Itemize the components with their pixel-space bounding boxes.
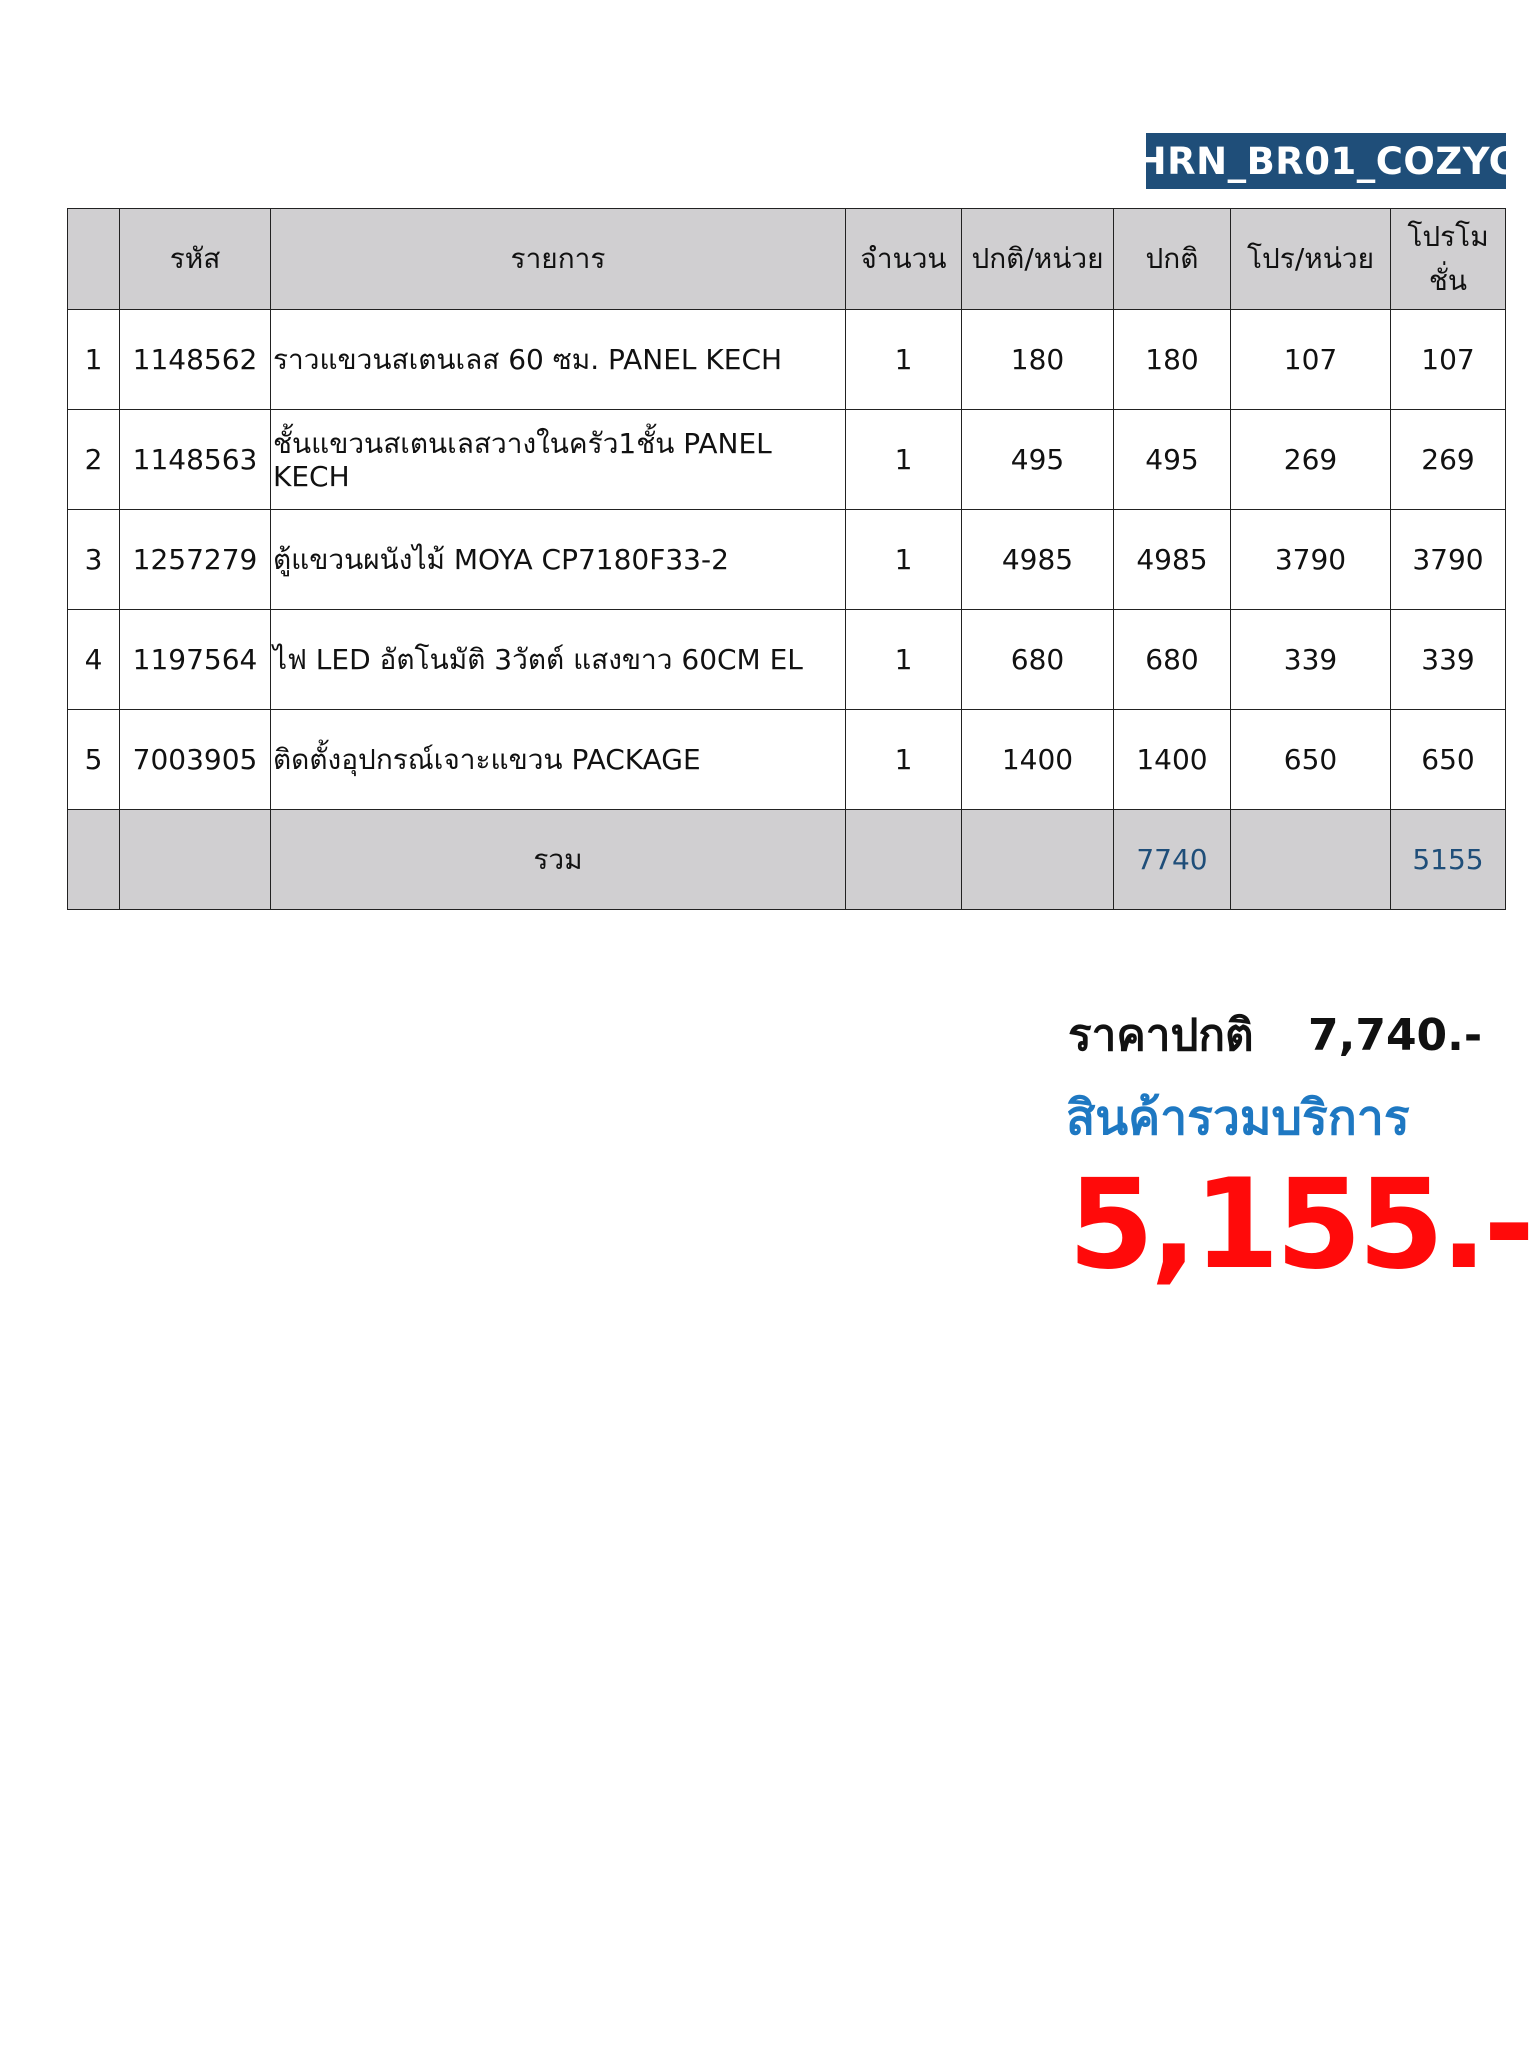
total-label: รวม: [271, 810, 846, 910]
row-item: ตู้แขวนผนังไม้ MOYA CP7180F33-2: [271, 510, 846, 610]
row-unit-price: 4985: [962, 510, 1114, 610]
row-qty: 1: [846, 610, 962, 710]
row-no: 5: [68, 710, 120, 810]
row-item: ติดตั้งอุปกรณ์เจาะแขวน PACKAGE: [271, 710, 846, 810]
row-promo-unit: 650: [1231, 710, 1391, 810]
row-unit-price: 180: [962, 310, 1114, 410]
quotation-table: [67, 208, 1506, 910]
table-header-row: [68, 209, 1506, 310]
table-row: [68, 710, 1506, 810]
header-promo: โปรโมชั่น: [1391, 209, 1506, 310]
header-unit-price: ปกติ/หน่วย: [962, 209, 1114, 310]
table-row: [68, 610, 1506, 710]
row-no: 3: [68, 510, 120, 610]
row-promo: 269: [1391, 410, 1506, 510]
row-normal: 495: [1114, 410, 1231, 510]
row-normal: 680: [1114, 610, 1231, 710]
document-code-badge: HRN_BR01_COZYC: [1146, 133, 1506, 189]
row-no: 2: [68, 410, 120, 510]
row-promo-unit: 107: [1231, 310, 1391, 410]
row-promo-unit: 339: [1231, 610, 1391, 710]
row-sku: 7003905: [120, 710, 271, 810]
total-empty-cell: [68, 810, 120, 910]
service-included-label: สินค้ารวมบริการ: [1066, 1090, 1410, 1146]
row-promo-unit: 269: [1231, 410, 1391, 510]
row-promo: 339: [1391, 610, 1506, 710]
table-row: [68, 510, 1506, 610]
table-total-row: [68, 810, 1506, 910]
row-qty: 1: [846, 510, 962, 610]
header-no: [68, 209, 120, 310]
row-item: ไฟ LED อัตโนมัติ 3วัตต์ แสงขาว 60CM EL: [271, 610, 846, 710]
table-row: [68, 310, 1506, 410]
row-sku: 1197564: [120, 610, 271, 710]
row-no: 4: [68, 610, 120, 710]
header-qty: จำนวน: [846, 209, 962, 310]
header-promo-unit: โปร/หน่วย: [1231, 209, 1391, 310]
total-promo: 5155: [1391, 810, 1506, 910]
row-qty: 1: [846, 410, 962, 510]
row-normal: 4985: [1114, 510, 1231, 610]
header-item: รายการ: [271, 209, 846, 310]
normal-price-line: [1068, 1000, 1488, 1070]
total-empty-cell: [962, 810, 1114, 910]
normal-price-value: 7,740.-: [1308, 1010, 1483, 1061]
row-promo: 107: [1391, 310, 1506, 410]
table-row: [68, 410, 1506, 510]
row-qty: 1: [846, 310, 962, 410]
row-item: ราวแขวนสเตนเลส 60 ซม. PANEL KECH: [271, 310, 846, 410]
row-item: ชั้นแขวนสเตนเลสวางในครัว1ชั้น PANEL KECH: [271, 410, 846, 510]
row-unit-price: 680: [962, 610, 1114, 710]
row-sku: 1257279: [120, 510, 271, 610]
row-promo: 3790: [1391, 510, 1506, 610]
row-unit-price: 495: [962, 410, 1114, 510]
row-sku: 1148563: [120, 410, 271, 510]
total-empty-cell: [846, 810, 962, 910]
total-empty-cell: [1231, 810, 1391, 910]
row-promo: 650: [1391, 710, 1506, 810]
row-promo-unit: 3790: [1231, 510, 1391, 610]
row-sku: 1148562: [120, 310, 271, 410]
row-normal: 180: [1114, 310, 1231, 410]
normal-price-label: ราคาปกติ: [1068, 1010, 1254, 1061]
header-normal: ปกติ: [1114, 209, 1231, 310]
header-sku: รหัส: [120, 209, 271, 310]
total-normal: 7740: [1114, 810, 1231, 910]
row-normal: 1400: [1114, 710, 1231, 810]
row-unit-price: 1400: [962, 710, 1114, 810]
promo-price-value: 5,155.-: [1068, 1153, 1531, 1297]
total-empty-cell: [120, 810, 271, 910]
row-qty: 1: [846, 710, 962, 810]
row-no: 1: [68, 310, 120, 410]
